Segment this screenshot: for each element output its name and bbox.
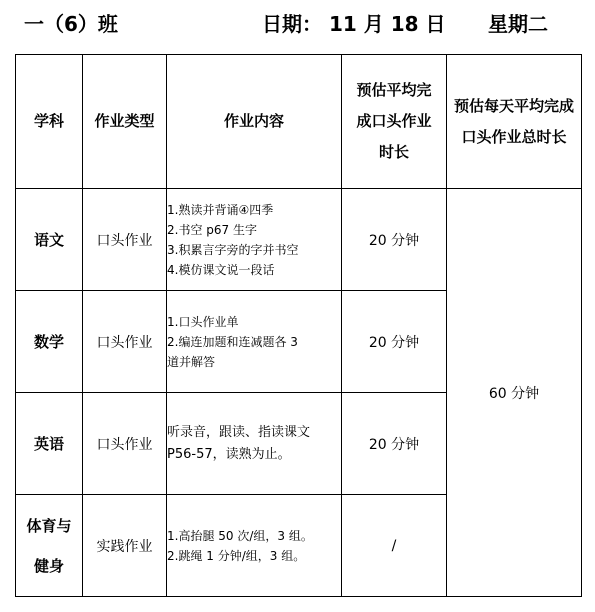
content-line: 1.熟读并背诵④四季: [167, 202, 274, 217]
date-label: 日期： 11 月 18 日: [262, 12, 446, 36]
header-avg-time: [342, 55, 447, 189]
type-cell: 口头作业: [83, 189, 167, 291]
subject-cell: 语文: [16, 189, 83, 291]
content-cell: [167, 291, 342, 393]
content-line: 2.编连加题和连减题各 3: [167, 334, 298, 349]
subject-cell: 英语: [16, 393, 83, 495]
type-cell: 口头作业: [83, 291, 167, 393]
header-avg-time-line: 成口头作业: [356, 112, 432, 130]
subject-line: 体育与: [26, 516, 72, 535]
subject-cell: 数学: [16, 291, 83, 393]
content-line: 道并解答: [167, 354, 216, 369]
content-line: 听录音，跟读、指读课文: [167, 424, 311, 440]
content-cell: [167, 189, 342, 291]
header-avg-time-line: 时长: [378, 143, 409, 161]
content-line: P56-57，读熟为止。: [167, 446, 291, 462]
content-line: 4.模仿课文说一段话: [167, 262, 275, 277]
header-content: 作业内容: [167, 55, 342, 189]
header-subject: 学科: [16, 55, 83, 189]
header-avg-time-line: 预估平均完: [356, 81, 432, 99]
header-total-time-line: 预估每天平均完成: [453, 96, 574, 115]
duration-cell: /: [342, 495, 447, 597]
content-cell: [167, 393, 342, 495]
content-line: 3.积累言字旁的字并书空: [167, 242, 299, 257]
class-name: 一（6）班: [24, 12, 118, 36]
subject-cell: [16, 495, 83, 597]
homework-table: [15, 54, 582, 597]
duration-cell: 20 分钟: [342, 189, 447, 291]
content-line: 2.书空 p67 生字: [167, 222, 257, 237]
total-duration-cell: 60 分钟: [447, 189, 582, 597]
content-cell: [167, 495, 342, 597]
table-header-row: [16, 55, 582, 189]
content-line: 1.口头作业单: [167, 314, 239, 329]
subject-line: 健身: [33, 556, 64, 575]
duration-cell: 20 分钟: [342, 291, 447, 393]
weekday-label: 星期二: [488, 12, 548, 36]
content-line: 2.跳绳 1 分钟/组，3 组。: [167, 548, 306, 563]
duration-cell: 20 分钟: [342, 393, 447, 495]
type-cell: 口头作业: [83, 393, 167, 495]
content-line: 1.高抬腿 50 次/组，3 组。: [167, 528, 313, 543]
header-total-time: [447, 55, 582, 189]
page-header: [0, 8, 595, 38]
header-total-time-line: 口头作业总时长: [461, 127, 567, 146]
table-row: [16, 189, 582, 291]
header-type: 作业类型: [83, 55, 167, 189]
type-cell: 实践作业: [83, 495, 167, 597]
